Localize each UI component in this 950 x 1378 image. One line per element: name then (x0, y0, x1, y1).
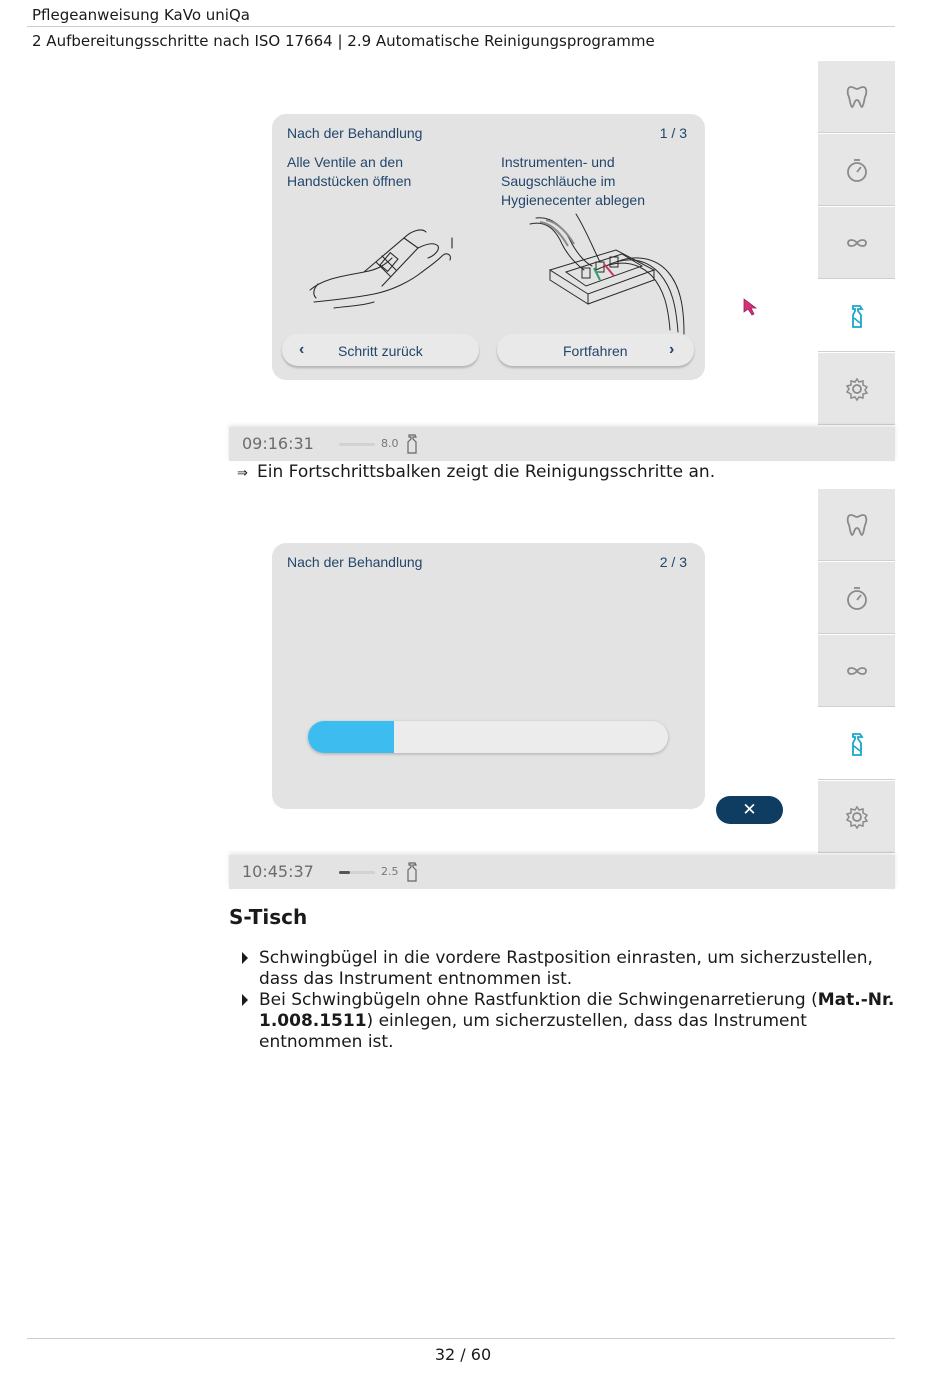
close-button[interactable] (716, 796, 783, 824)
chevron-right-icon: › (669, 341, 675, 358)
sidebar-item-timer[interactable] (818, 134, 895, 206)
spray-bottle-icon (405, 862, 419, 882)
breadcrumb: 2 Aufbereitungsschritte nach ISO 17664 | 2.9 Automatische Reinigungsprogramme (32, 32, 655, 50)
handpiece-illustration (304, 218, 459, 318)
dialog-step-2 (272, 543, 705, 809)
device-screen-step-2 (229, 489, 895, 889)
step-counter: 1 / 3 (659, 125, 687, 141)
instruction-right: Instrumenten- und Saugschläuche im Hygienecenter ablegen (501, 154, 645, 208)
instruction-left: Alle Ventile an den Handstücken öffnen (287, 154, 412, 189)
tooth-icon (843, 83, 871, 111)
spray-bottle-icon (405, 434, 419, 454)
bullet-triangle-icon (242, 952, 248, 964)
dialog-title: Nach der Behandlung (287, 125, 423, 141)
device-screen-step-1 (229, 61, 895, 461)
dialog-step-1 (272, 114, 705, 380)
status-bar (229, 427, 895, 461)
hygienecenter-illustration (526, 210, 696, 336)
back-button-label: Schritt zurück (338, 343, 423, 359)
sidebar-item-timer[interactable] (818, 562, 895, 634)
section-heading: S-Tisch (229, 905, 308, 929)
spray-bottle-icon (843, 302, 871, 330)
sidebar-item-cleaning[interactable] (818, 280, 895, 352)
pointer-cursor-icon (743, 298, 757, 316)
list-item: Bei Schwingbügeln ohne Rastfunktion die Schwingenarretierung (Mat.-Nr. 1.008.1511) einlegen, um sicherzustellen, dass das Instrument entnommen ist. (242, 990, 897, 1053)
continue-button-label: Fortfahren (563, 343, 628, 359)
infinity-icon (843, 229, 871, 257)
header-divider (27, 26, 895, 27)
sidebar-item-settings[interactable] (818, 353, 895, 425)
cleaning-progress-fill (308, 721, 394, 753)
spray-bottle-icon (843, 730, 871, 758)
result-arrow-icon: ⇒ (237, 466, 248, 481)
mini-progress-bar (339, 443, 375, 446)
timer-icon (843, 584, 871, 612)
close-icon: ✕ (742, 800, 757, 820)
sidebar-item-infinity[interactable] (818, 635, 895, 707)
instruction-list (242, 948, 897, 1053)
mini-progress-bar (339, 871, 375, 874)
chevron-left-icon: ‹ (299, 341, 305, 358)
dialog-title: Nach der Behandlung (287, 554, 423, 570)
status-bar (229, 855, 895, 889)
step-counter: 2 / 3 (659, 554, 687, 570)
footer-divider (27, 1338, 895, 1339)
sidebar-item-cleaning[interactable] (818, 708, 895, 780)
sidebar (818, 489, 895, 855)
gear-icon (843, 803, 871, 831)
clock: 09:16:31 (242, 434, 314, 453)
status-value: 8.0 (381, 437, 399, 450)
continue-button[interactable] (497, 334, 694, 366)
status-value: 2.5 (381, 865, 399, 878)
infinity-icon (843, 657, 871, 685)
sidebar-item-infinity[interactable] (818, 207, 895, 279)
bullet-triangle-icon (242, 994, 248, 1006)
sidebar-item-settings[interactable] (818, 781, 895, 853)
document-title: Pflegeanweisung KaVo uniQa (32, 6, 250, 24)
result-text: ⇒ Ein Fortschrittsbalken zeigt die Reinigungsschritte an. (237, 462, 716, 482)
material-number: Mat.-Nr. 1.008.1511 (259, 990, 895, 1031)
sidebar-item-tooth[interactable] (818, 61, 895, 133)
page-number: 32 / 60 (434, 1345, 492, 1364)
mini-progress-fill (339, 871, 350, 874)
clock: 10:45:37 (242, 862, 314, 881)
sidebar (818, 61, 895, 427)
sidebar-item-tooth[interactable] (818, 489, 895, 561)
tooth-icon (843, 511, 871, 539)
back-button[interactable] (282, 334, 479, 366)
cleaning-progress-bar (308, 721, 668, 753)
gear-icon (843, 375, 871, 403)
list-item: Schwingbügel in die vordere Rastposition einrasten, um sicherzustellen, dass das Instrument entnommen ist. (242, 948, 897, 990)
timer-icon (843, 156, 871, 184)
